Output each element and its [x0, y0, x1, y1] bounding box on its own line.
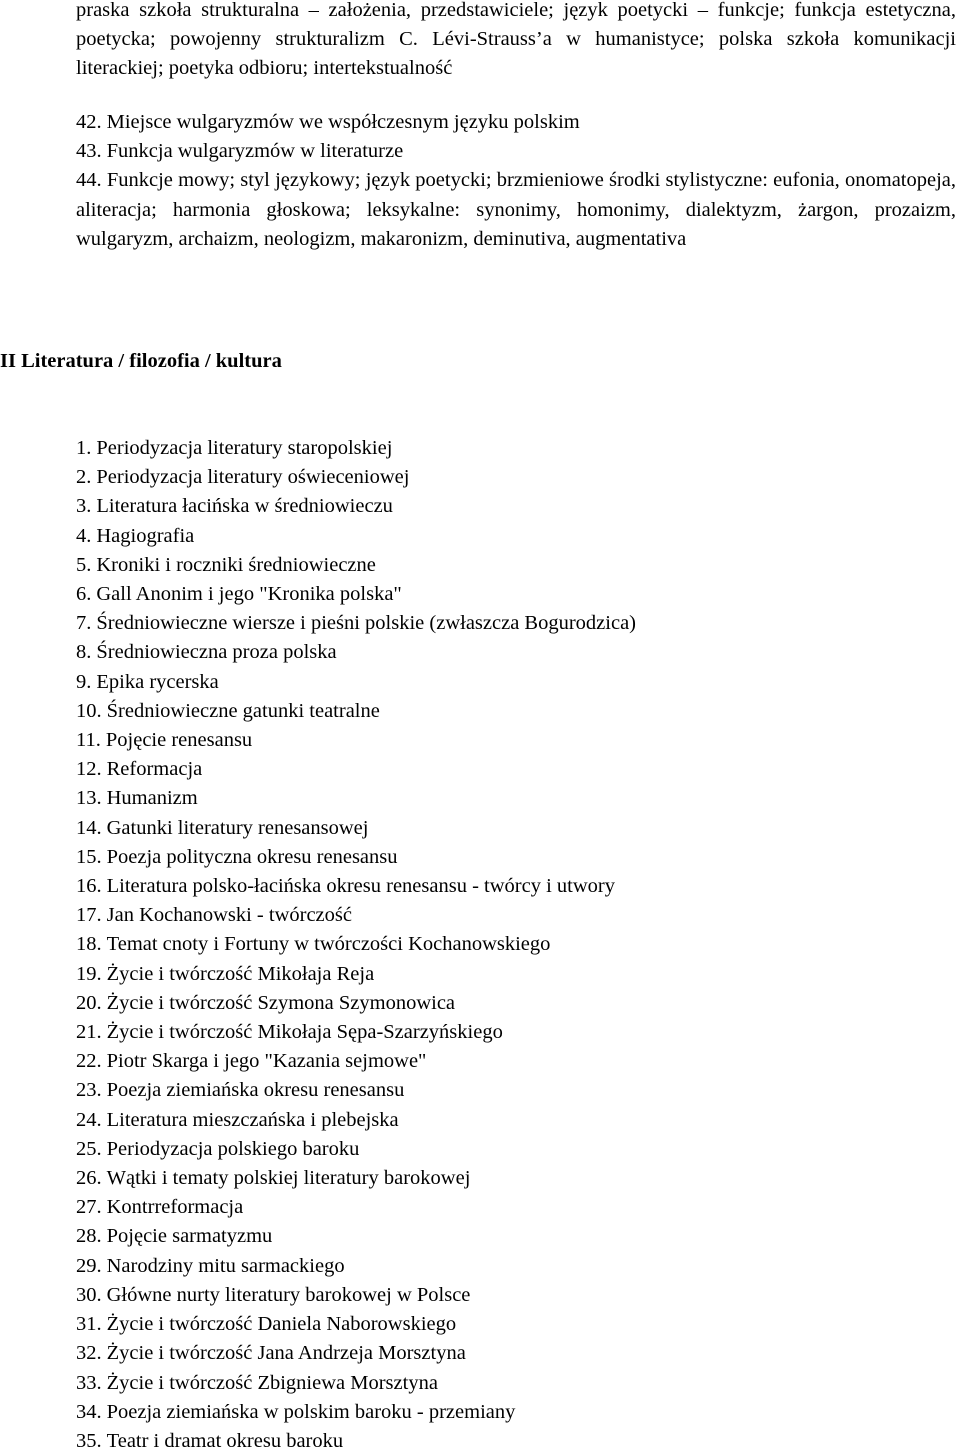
- list-item: [76, 989, 956, 1018]
- section-heading: II Literatura / filozofia / kultura: [0, 350, 282, 372]
- list-item: [76, 580, 956, 609]
- list-item-number: 16.: [76, 875, 102, 898]
- list-item-text: Średniowieczne wiersze i pieśni polskie (zwłaszcza Bogurodzica): [96, 612, 636, 635]
- list-item-number: 17.: [76, 904, 102, 927]
- continuation-paragraph: [76, 0, 956, 84]
- list-item-text: Periodyzacja polskiego baroku: [106, 1137, 360, 1160]
- list-item-number: 15.: [76, 845, 102, 868]
- list-item-number: 1.: [76, 437, 92, 459]
- list-item-number: 20.: [76, 991, 102, 1014]
- list-item: [76, 1193, 956, 1222]
- list-item-number: 44.: [76, 169, 102, 192]
- list-item: [76, 814, 956, 843]
- continuation-text: praska szkoła strukturalna – założenia, przedstawiciele; język poetycki – funkcje; funkcja estetyczna, poetycka; powojenny strukturalizm C. Lévi-Strauss’a w humanistyce; polska szkoła komunikacji literackiej; poetyka odbioru; intertekstualność: [76, 0, 956, 80]
- list-item: [76, 551, 956, 580]
- list-item-text: Epika rycerska: [96, 670, 219, 693]
- list-item: [76, 1018, 956, 1047]
- list-item-number: 34.: [76, 1400, 102, 1423]
- list-item-text: Życie i twórczość Jana Andrzeja Morsztyna: [106, 1342, 466, 1365]
- list-item-number: 24.: [76, 1108, 102, 1131]
- list-item-text: Poezja ziemiańska okresu renesansu: [106, 1079, 405, 1102]
- list-item: [76, 463, 956, 492]
- list-item-number: 27.: [76, 1196, 102, 1219]
- section2-list: [76, 434, 956, 1456]
- list-item-number: 42.: [76, 111, 102, 133]
- list-item-text: Jan Kochanowski - twórczość: [106, 904, 352, 927]
- list-item-number: 13.: [76, 787, 102, 810]
- list-item-number: 8.: [76, 641, 92, 664]
- list-item: [76, 697, 956, 726]
- list-item-number: 23.: [76, 1079, 102, 1102]
- list-item: [76, 1369, 956, 1398]
- list-item-text: Pojęcie renesansu: [105, 729, 253, 752]
- list-item: [76, 784, 956, 813]
- list-item: [76, 108, 956, 137]
- section1-list: [76, 108, 956, 254]
- list-item-number: 26.: [76, 1167, 102, 1190]
- list-item: [76, 492, 956, 521]
- list-item-text: Główne nurty literatury barokowej w Polsce: [106, 1283, 471, 1306]
- list-item: [76, 1310, 956, 1339]
- list-item-text: Reformacja: [106, 758, 203, 781]
- list-item-number: 10.: [76, 699, 102, 722]
- list-item: [76, 1222, 956, 1251]
- list-item-number: 30.: [76, 1283, 102, 1306]
- list-item-number: 11.: [76, 729, 101, 752]
- list-item: [76, 960, 956, 989]
- list-item: [76, 668, 956, 697]
- list-item-text: Kontrreformacja: [106, 1196, 244, 1219]
- list-item-number: 25.: [76, 1137, 102, 1160]
- list-item-text: Średniowieczne gatunki teatralne: [106, 699, 380, 722]
- list-item-number: 4.: [76, 524, 92, 547]
- list-item: [76, 1047, 956, 1076]
- list-item: [76, 1164, 956, 1193]
- list-item-number: 14.: [76, 816, 102, 839]
- list-item-number: 3.: [76, 495, 92, 518]
- list-item-text: Życie i twórczość Zbigniewa Morsztyna: [106, 1371, 438, 1394]
- list-item: [76, 901, 956, 930]
- list-item-number: 19.: [76, 962, 102, 985]
- list-item-number: 2.: [76, 466, 92, 489]
- list-item-text: Teatr i dramat okresu baroku: [106, 1429, 344, 1452]
- list-item: [76, 166, 956, 254]
- list-item-text: Poezja polityczna okresu renesansu: [106, 845, 398, 868]
- list-item: [76, 872, 956, 901]
- list-item: [76, 1339, 956, 1368]
- list-item-number: 21.: [76, 1021, 102, 1044]
- list-item-text: Życie i twórczość Szymona Szymonowica: [106, 991, 456, 1014]
- list-item-text: Funkcje mowy; styl językowy; język poetycki; brzmieniowe środki stylistyczne: eufonia, onomatopeja, aliteracja; harmonia głoskowa; leksykalne: synonimy, homonimy, dialektyzm, żargon, prozaizm, wulgaryzm, archaizm, neologizm, makaronizm, deminutiva, augmentativa: [76, 169, 957, 250]
- list-item-text: Hagiografia: [96, 524, 195, 547]
- list-item: [76, 1076, 956, 1105]
- list-item-number: 43.: [76, 140, 102, 163]
- list-item-number: 12.: [76, 758, 102, 781]
- list-item-text: Literatura łacińska w średniowieczu: [96, 495, 393, 518]
- list-item: [76, 1135, 956, 1164]
- list-item-text: Temat cnoty i Fortuny w twórczości Kochanowskiego: [106, 933, 551, 956]
- list-item: [76, 522, 956, 551]
- list-item-number: 9.: [76, 670, 92, 693]
- list-item: [76, 726, 956, 755]
- list-item: [76, 137, 956, 166]
- list-item-text: Literatura mieszczańska i plebejska: [106, 1108, 399, 1131]
- list-item-text: Miejsce wulgaryzmów we współczesnym języku polskim: [106, 111, 580, 133]
- list-item-text: Narodziny mitu sarmackiego: [106, 1254, 345, 1277]
- list-item-number: 33.: [76, 1371, 102, 1394]
- list-item-text: Życie i twórczość Mikołaja Reja: [106, 962, 375, 985]
- list-item-number: 18.: [76, 933, 102, 956]
- list-item-text: Gatunki literatury renesansowej: [106, 816, 369, 839]
- list-item-text: Gall Anonim i jego "Kronika polska": [96, 583, 402, 606]
- list-item: [76, 434, 956, 463]
- list-item-text: Poezja ziemiańska w polskim baroku - przemiany: [106, 1400, 516, 1423]
- list-item: [76, 1106, 956, 1135]
- list-item: [76, 1398, 956, 1427]
- list-item: [76, 609, 956, 638]
- list-item-text: Pojęcie sarmatyzmu: [106, 1225, 273, 1248]
- list-item-text: Humanizm: [106, 787, 198, 810]
- list-item-number: 5.: [76, 553, 92, 576]
- list-item-text: Piotr Skarga i jego "Kazania sejmowe": [106, 1050, 427, 1073]
- list-item-text: Funkcja wulgaryzmów w literaturze: [106, 140, 404, 163]
- list-item-text: Periodyzacja literatury staropolskiej: [96, 437, 393, 459]
- list-item-number: 29.: [76, 1254, 102, 1277]
- list-item: [76, 1252, 956, 1281]
- list-item-text: Średniowieczna proza polska: [96, 641, 337, 664]
- list-item: [76, 930, 956, 959]
- list-item-number: 6.: [76, 583, 92, 606]
- list-item: [76, 638, 956, 667]
- list-item: [76, 755, 956, 784]
- list-item-text: Życie i twórczość Daniela Naborowskiego: [106, 1313, 457, 1336]
- list-item-text: Kroniki i roczniki średniowieczne: [96, 553, 376, 576]
- list-item-number: 7.: [76, 612, 92, 635]
- list-item-number: 31.: [76, 1313, 102, 1336]
- list-item-text: Wątki i tematy polskiej literatury barokowej: [106, 1167, 471, 1190]
- list-item-number: 35.: [76, 1429, 102, 1452]
- list-item-text: Periodyzacja literatury oświeceniowej: [96, 466, 410, 489]
- list-item-number: 22.: [76, 1050, 102, 1073]
- list-item-number: 32.: [76, 1342, 102, 1365]
- list-item-text: Życie i twórczość Mikołaja Sępa-Szarzyńskiego: [106, 1021, 503, 1044]
- list-item-number: 28.: [76, 1225, 102, 1248]
- list-item: [76, 1281, 956, 1310]
- list-item-text: Literatura polsko-łacińska okresu renesansu - twórcy i utwory: [106, 875, 615, 898]
- list-item: [76, 843, 956, 872]
